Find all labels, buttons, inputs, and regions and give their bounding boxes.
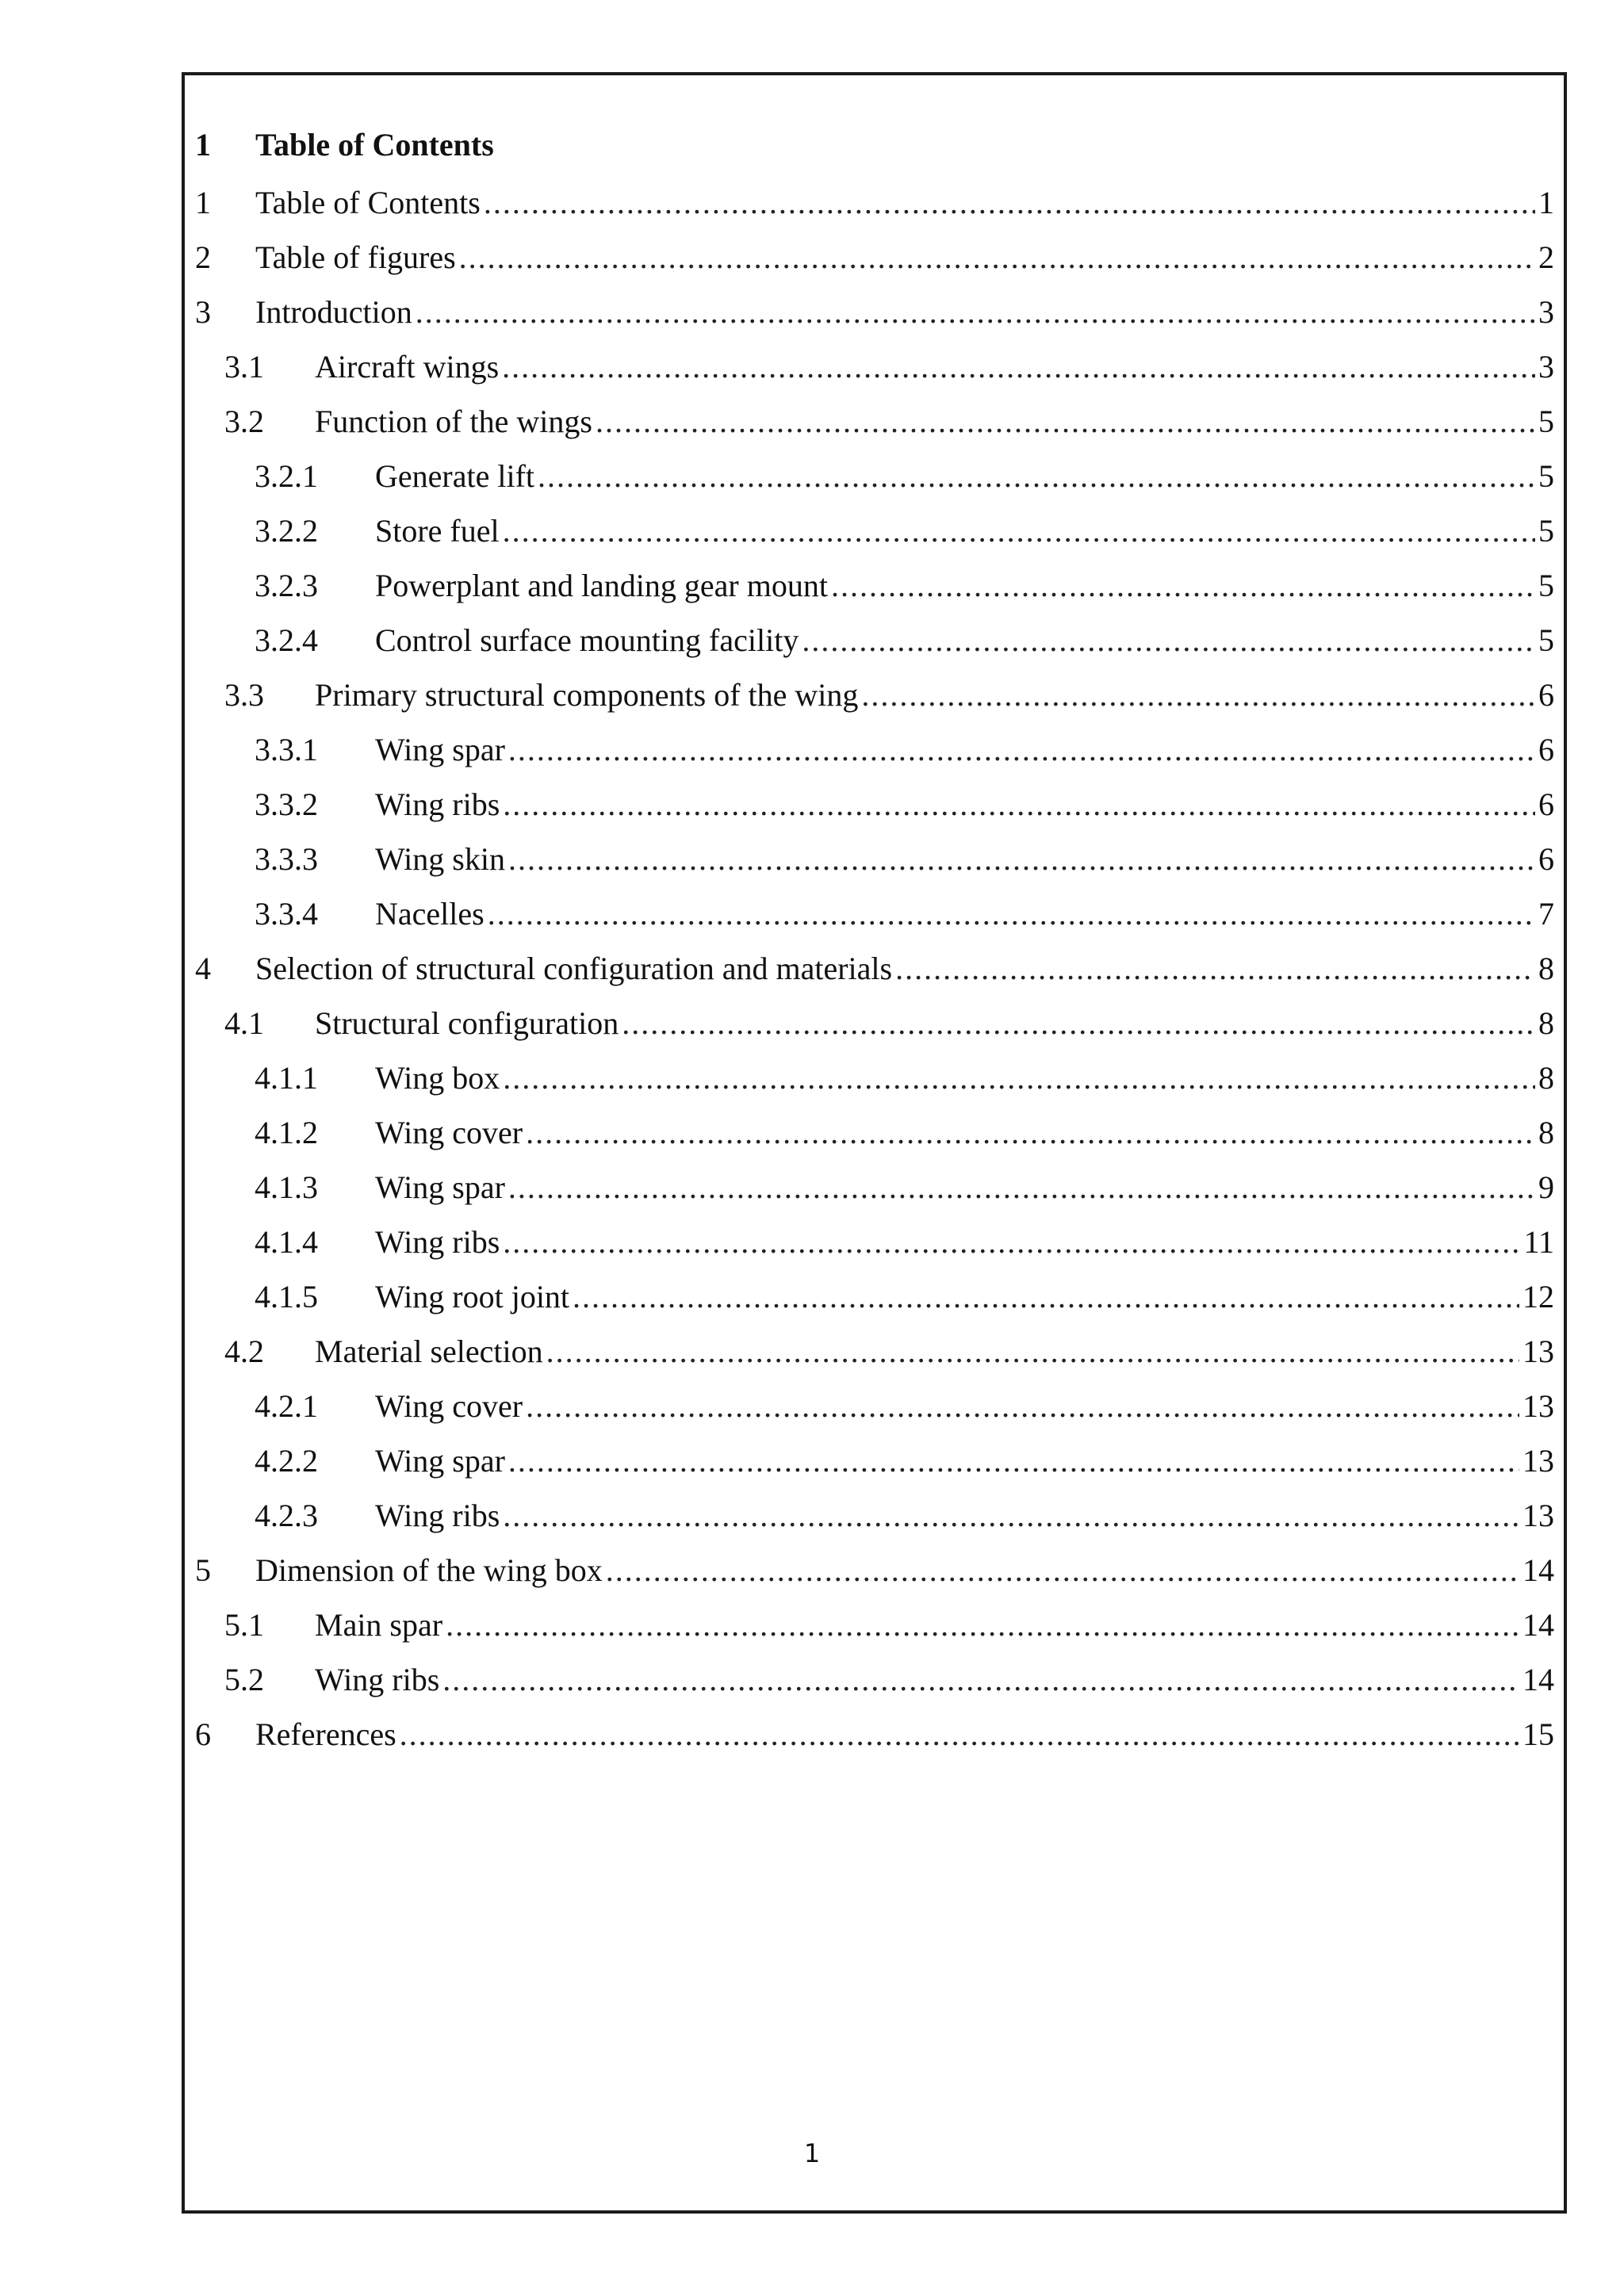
toc-entry-title[interactable]: Wing ribs [315,1662,440,1697]
toc-entry[interactable] [195,1603,1554,1658]
toc-entry-page[interactable]: 13 [1522,1388,1554,1424]
toc-entry-number: 3.3.4 [255,896,318,932]
toc-dot-leader [508,1165,1535,1210]
toc-entry[interactable] [195,837,1554,892]
toc-entry[interactable] [195,673,1554,728]
toc-entry-page[interactable]: 6 [1538,732,1554,767]
toc-entry-number: 4.2 [224,1334,264,1369]
toc-dot-leader [861,673,1535,718]
toc-entry[interactable] [195,1330,1554,1384]
toc-entry-title[interactable]: Wing skin [375,841,505,877]
toc-entry-page[interactable]: 15 [1522,1716,1554,1752]
toc-dot-leader [446,1603,1519,1647]
toc-entry-page[interactable]: 5 [1538,458,1554,494]
toc-entry-number: 3.2 [224,404,264,439]
toc-entry-title[interactable]: Wing root joint [375,1279,570,1314]
toc-entry-page[interactable]: 8 [1538,1060,1554,1096]
toc-entry-page[interactable]: 14 [1522,1607,1554,1643]
toc-entry-title[interactable]: Wing ribs [375,1224,500,1260]
toc-entry-page[interactable]: 6 [1538,786,1554,822]
toc-entry-number: 3.3.3 [255,841,318,877]
toc-dot-leader [484,181,1535,225]
toc-heading-number: 1 [195,127,211,163]
toc-entry[interactable] [195,1548,1554,1603]
toc-entry-number: 3.2.4 [255,622,318,658]
toc-entry-title[interactable]: Introduction [255,294,412,330]
toc-entry-number: 1 [195,185,211,220]
toc-entry-page[interactable]: 5 [1538,513,1554,549]
toc-entry-number: 4.2.3 [255,1498,318,1533]
toc-entry[interactable] [195,1001,1554,1056]
toc-entry[interactable] [195,1111,1554,1165]
toc-entry-number: 3.2.3 [255,568,318,603]
toc-entry[interactable] [195,947,1554,1001]
toc-entry-page[interactable]: 3 [1538,349,1554,385]
toc-entry[interactable] [195,1494,1554,1548]
toc-entry-number: 4.1.2 [255,1115,318,1150]
toc-heading-title: Table of Contents [255,127,494,163]
toc-entry-page[interactable]: 11 [1523,1224,1554,1260]
toc-dot-leader [538,454,1535,499]
toc-entry-number: 5 [195,1552,211,1588]
toc-dot-leader [442,1658,1519,1702]
toc-entry-number: 4.2.1 [255,1388,318,1424]
toc-entry-number: 3.2.1 [255,458,318,494]
toc-entry-page[interactable]: 5 [1538,622,1554,658]
toc-dot-leader [503,1494,1519,1538]
toc-entry-page[interactable]: 5 [1538,568,1554,603]
toc-entry-number: 4.2.2 [255,1443,318,1479]
toc-entry-page[interactable]: 6 [1538,677,1554,713]
toc-entry-page[interactable]: 8 [1538,1115,1554,1150]
toc-entry-number: 4.1.4 [255,1224,318,1260]
toc-entry-title[interactable]: Wing spar [375,732,505,767]
toc-entry-title[interactable]: Table of Contents [255,185,481,220]
toc-entry-number: 4.1.1 [255,1060,318,1096]
toc-dot-leader [606,1548,1519,1593]
toc-entry-page[interactable]: 14 [1522,1662,1554,1697]
toc-entry-title[interactable]: Wing ribs [375,786,500,822]
toc-entry-title[interactable]: Store fuel [375,513,500,549]
toc-dot-leader [488,892,1535,936]
toc-entry-page[interactable]: 9 [1538,1169,1554,1205]
toc-entry-page[interactable]: 3 [1538,294,1554,330]
toc-dot-leader [895,947,1535,991]
toc-entry-number: 4.1.5 [255,1279,318,1314]
toc-entry-page[interactable]: 13 [1522,1443,1554,1479]
toc-entry-number: 5.2 [224,1662,264,1697]
toc-entry-page[interactable]: 7 [1538,896,1554,932]
toc-entry[interactable] [195,1658,1554,1712]
toc-entry-title[interactable]: Function of the wings [315,404,592,439]
toc-entry-title[interactable]: Aircraft wings [315,349,500,385]
toc-entry-title[interactable]: Structural configuration [315,1005,619,1041]
toc-dot-leader [508,728,1535,772]
toc-entry-title[interactable]: Powerplant and landing gear mount [375,568,828,603]
toc-entry-title[interactable]: Wing spar [375,1443,505,1479]
toc-entry-page[interactable]: 2 [1538,239,1554,275]
toc-entry[interactable] [195,1275,1554,1330]
toc-entry-number: 4.1 [224,1005,264,1041]
toc-entry-title[interactable]: Table of figures [255,239,456,275]
toc-entry-number: 3.2.2 [255,513,318,549]
toc-dot-leader [503,1220,1520,1265]
toc-dot-leader [459,235,1535,280]
toc-entry-page[interactable]: 13 [1522,1498,1554,1533]
page-number: 1 [803,2138,821,2168]
toc-entry-page[interactable]: 12 [1522,1279,1554,1314]
toc-dot-leader [503,1056,1535,1100]
toc-entry[interactable] [195,728,1554,783]
toc-entry-number: 3.3.2 [255,786,318,822]
toc-entry[interactable] [195,400,1554,454]
toc-entry-title[interactable]: Wing box [375,1060,500,1096]
toc-entry-number: 3.1 [224,349,264,385]
toc-dot-leader [416,290,1535,335]
toc-entry-title[interactable]: Generate lift [375,458,534,494]
toc-entry[interactable] [195,783,1554,837]
toc-entry-title[interactable]: Primary structural components of the wing [315,677,859,713]
toc-dot-leader [596,400,1535,444]
toc-entry-number: 3 [195,294,211,330]
toc-entry[interactable] [195,892,1554,947]
toc-list [195,181,1554,1767]
toc-entry-title[interactable]: Nacelles [375,896,485,932]
toc-dot-leader [400,1712,1519,1757]
toc-dot-leader [546,1330,1519,1374]
toc-entry-page[interactable]: 8 [1538,951,1554,986]
toc-entry[interactable] [195,1056,1554,1111]
toc-entry-title[interactable]: Selection of structural configuration and materials [255,951,893,986]
toc-entry[interactable] [195,509,1554,564]
toc-entry[interactable] [195,454,1554,509]
toc-dot-leader [526,1384,1519,1429]
toc-entry-page[interactable]: 14 [1522,1552,1554,1588]
toc-entry-page[interactable]: 8 [1538,1005,1554,1041]
toc-entry-title[interactable]: Material selection [315,1334,543,1369]
toc-dot-leader [503,783,1535,827]
toc-entry[interactable] [195,1165,1554,1220]
toc-dot-leader [802,618,1535,663]
toc-entry[interactable] [195,1220,1554,1275]
toc-dot-leader [502,345,1535,389]
toc-entry-title[interactable]: Wing ribs [375,1498,500,1533]
toc-entry-number: 5.1 [224,1607,264,1643]
toc-dot-leader [508,837,1535,882]
toc-entry[interactable] [195,1712,1554,1767]
toc-entry-page[interactable]: 13 [1522,1334,1554,1369]
toc-entry[interactable] [195,181,1554,235]
toc-entry-number: 4.1.3 [255,1169,318,1205]
toc-dot-leader [831,564,1535,608]
toc-entry[interactable] [195,290,1554,345]
toc-dot-leader [526,1111,1535,1155]
toc-entry[interactable] [195,564,1554,618]
toc-entry[interactable] [195,235,1554,290]
toc-heading [195,127,494,163]
toc-dot-leader [503,509,1535,553]
toc-entry-page[interactable]: 1 [1538,185,1554,220]
toc-entry-title[interactable]: Wing cover [375,1115,523,1150]
toc-entry-page[interactable]: 6 [1538,841,1554,877]
toc-entry-number: 4 [195,951,211,986]
toc-dot-leader [508,1439,1519,1483]
toc-entry-number: 2 [195,239,211,275]
toc-dot-leader [622,1001,1535,1046]
toc-entry-title[interactable]: Wing spar [375,1169,505,1205]
toc-entry-title[interactable]: References [255,1716,396,1752]
toc-entry-number: 3.3.1 [255,732,318,767]
toc-entry-title[interactable]: Main spar [315,1607,443,1643]
toc-entry-title[interactable]: Wing cover [375,1388,523,1424]
toc-entry[interactable] [195,1384,1554,1439]
toc-entry-number: 6 [195,1716,211,1752]
toc-entry-title[interactable]: Control surface mounting facility [375,622,799,658]
toc-entry[interactable] [195,618,1554,673]
toc-dot-leader [573,1275,1519,1319]
toc-entry-title[interactable]: Dimension of the wing box [255,1552,603,1588]
toc-entry[interactable] [195,1439,1554,1494]
toc-entry-number: 3.3 [224,677,264,713]
toc-entry[interactable] [195,345,1554,400]
toc-entry-page[interactable]: 5 [1538,404,1554,439]
